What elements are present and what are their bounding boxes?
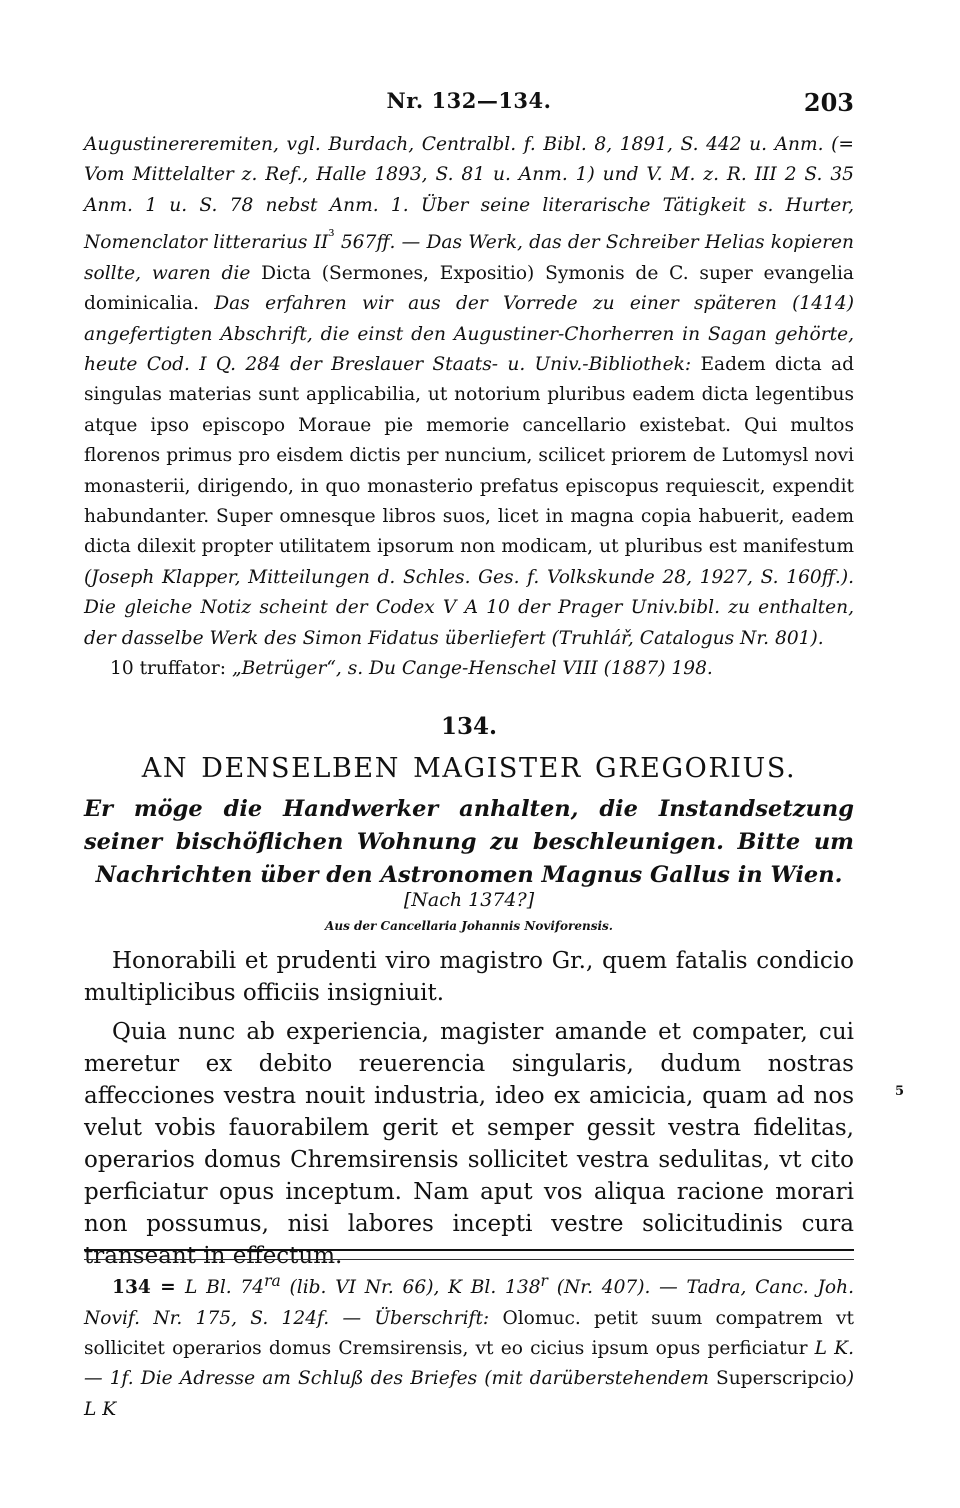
apparatus-text: ) L K: [84, 1368, 854, 1420]
quoted-title: Dicta (Sermones, Expositio) Symonis de C. super evangelia dominicalia.: [84, 262, 855, 315]
apparatus-latin: Superscripcio: [708, 1368, 847, 1390]
document-regest: Er möge die Handwerker anhalten, die Instandsetzung seiner bischöflichen Wohnung zu beschleunigen. Bitte um Nachrichten über den Astronomen Magnus Gallus in Wien.: [84, 796, 854, 888]
document-number: 134.: [440, 713, 498, 740]
commentary-paragraph: [84, 130, 854, 654]
line-number-marker: 5: [895, 1084, 905, 1099]
commentary-text: Augustinereremiten, vgl. Burdach, Centralbl. f. Bibl. 8, 1891, S. 442 u. Anm. (= Vom Mittelalter z. Ref., Halle 1893, S. 81 u. Anm. 1) und V. M. z. R. III 2 S. 35 Anm. 1 u. S. 78 nebst Anm. 1. Über seine literarische Tätigkeit s. Hurter, Nomenclator litterarius II: [84, 134, 854, 254]
commentary-notes: [84, 130, 854, 685]
edition-superscript: ³: [328, 227, 335, 246]
letter-address: Honorabili et prudenti viro magistro Gr., quem fatalis condicio multiplicibus officiis insigniuit.: [84, 948, 854, 1006]
note-lemma: 10 truffator:: [110, 658, 232, 680]
commentary-note-line-10: [84, 654, 854, 684]
running-title: Nr. 132—134.: [386, 88, 552, 113]
page-header: [84, 88, 854, 128]
page-number: 203: [803, 88, 854, 117]
apparatus-text: 134 =: [112, 1277, 186, 1299]
latin-quotation: Eadem dicta ad singulas materias sunt applicabilia, ut notorium pluribus eadem dicta legentibus atque ipso episcopo Moraue pie memorie cancellario existebat. Qui multos florenos primus pro eisdem dictis per nuncium, scilicet priorem de Lutomysl novi monasterii, dirigendo, in quo monasterio prefatus episcopus requiescit, expendit habundanter. Super omnesque libros suos, licet in magna copia habuerit, eadem dicta dilexit propter utilitatem ipsorum non modicam, ut pluribus est manifestum: [84, 354, 854, 558]
note-explanation: „Betrüger“, s. Du Cange-Henschel VIII (1887) 198.: [231, 658, 713, 680]
folio-superscript: r: [540, 1272, 548, 1290]
document-source: Aus der Cancellaria Johannis Noviforensis.: [325, 919, 613, 933]
apparatus-paragraph: [84, 1266, 854, 1425]
apparatus-text: (lib. VI Nr. 66), K Bl. 138: [280, 1277, 541, 1299]
document-date: [Nach 1374?]: [403, 889, 535, 911]
commentary-text: 567ff. — Das Werk, das der Schreiber Helias kopieren sollte, waren die: [84, 232, 854, 284]
apparatus-rule: [84, 1249, 854, 1251]
apparatus-latin: Olomuc. petit suum compatrem vt sollicitet operarios domus Cremsirensis, vt eo cicius ipsum opus perficiatur: [84, 1307, 855, 1359]
folio-superscript: ra: [264, 1272, 281, 1290]
apparatus-rule-thin: [84, 1259, 854, 1260]
commentary-text: (Joseph Klapper, Mitteilungen d. Schles. Ges. f. Volkskunde 28, 1927, S. 160ff.). Die gleiche Notiz scheint der Codex V A 10 der Prager Univ.bibl. zu enthalten, der dasselbe Werk des Simon Fidatus überliefert (Truhlář, Catalogus Nr. 801).: [84, 566, 854, 649]
apparatus-text: L K. — 1f.: [84, 1338, 854, 1390]
apparatus-text: L Bl. 74: [185, 1277, 265, 1299]
critical-apparatus: [84, 1266, 854, 1425]
commentary-text: Das erfahren wir aus der Vorrede zu einer späteren (1414) angefertigten Abschrift, die einst den Augustiner-Chorherren in Sagan gehörte, heute Cod. I Q. 284 der Breslauer Staats- u. Univ.-Bibliothek:: [84, 293, 854, 376]
apparatus-text: (Nr. 407). — Tadra, Canc. Joh. Novif. Nr. 175, S. 124f. — Überschrift:: [84, 1277, 855, 1329]
letter-body: Quia nunc ab experiencia, magister amande et compater, cui meretur ex debito reuerencia singularis, dudum nostras affecciones vestra nouit industria, ideo ex amicicia, quam ad nos velut vobis fauorabilem gerit et semper gessit vestra fidelitas, operarios domus Chremsirensis sollicitet vestra sedulitas, vt cito perficiatur opus inceptum. Nam aput vos aliqua racione morari non possumus, nisi labores incepti vestre solicitudinis cura transeant in effectum.: [84, 1019, 854, 1269]
apparatus-text: Die Adresse am Schluß des Briefes (mit darüberstehendem: [140, 1368, 709, 1390]
document-title: AN DENSELBEN MAGISTER GREGORIUS.: [141, 753, 797, 784]
letter-text: [84, 945, 854, 1279]
